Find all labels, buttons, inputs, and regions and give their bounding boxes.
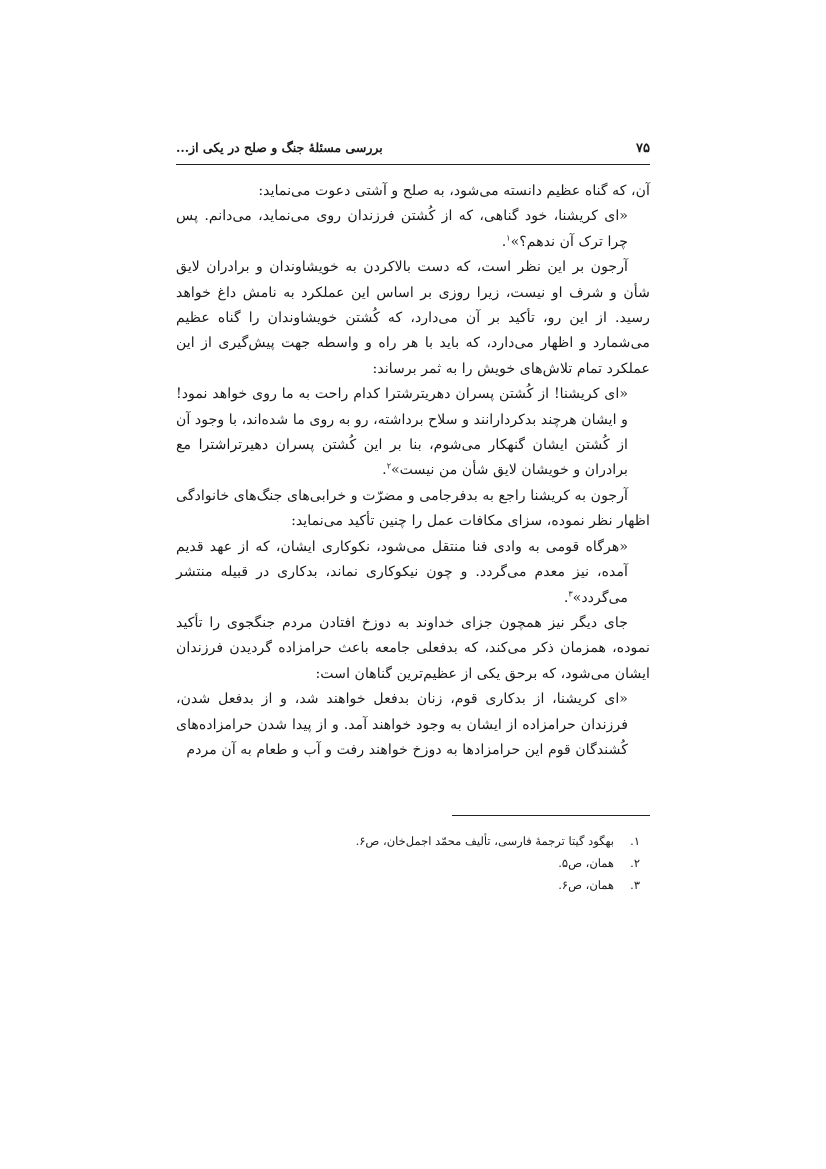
- footnote: [176, 830, 640, 852]
- footnote-text: همان، ص۶.: [558, 878, 614, 893]
- page-number: ۷۵: [636, 141, 650, 156]
- footnote-mark: ۳: [568, 588, 573, 598]
- quote-paragraph: «ای کریشنا، خود گناهی، که از کُشتن فرزندان روی می‌نماید، می‌دانم. پس چرا ترک آن ندهم؟»$^۱$.: [176, 208, 628, 250]
- quote-paragraph: «ای کریشنا! از کُشتن پسران دهریترشترا کدام راحت به ما روی خواهد نمود! و ایشان هرچند بدکردارانند و سلاح برداشته، رو به روی ما شده‌اند، با وجود آن از کُشتن ایشان گنهکار می‌شوم، بنا بر این کُشتن پسران دهیرتراشترا مع برادران و خویشان لایق شأن من نیست»$^۲$.: [176, 386, 628, 479]
- footnote-number: ۳.: [630, 878, 640, 893]
- footnote-text: بهگود گیتا ترجمۀ فارسی، تألیف محمّد اجمل‌خان، ص۶.: [355, 834, 614, 849]
- running-head: [176, 140, 650, 165]
- footnote-number: ۲.: [630, 856, 640, 871]
- paragraph: جای دیگر نیز همچون جزای خداوند به دوزخ افتادن مردم جنگجوی را تأکید نموده، همزمان ذکر می‌کند، که بدفعلی جامعه باعث حرامزاده گردیدن فرزندان ایشان می‌شود، که برحق یکی از عظیم‌ترین گناهان است:: [176, 614, 650, 682]
- footnote-number: ۱.: [630, 834, 640, 849]
- body-text: [176, 179, 650, 763]
- footnote: [176, 852, 640, 874]
- quote-paragraph: «هرگاه قومی به وادی فنا منتقل می‌شود، نکوکاری ایشان، که از عهد قدیم آمده، نیز معدم می‌گردد. و چون نیکوکاری نماند، بدکاری در قبیله منتشر می‌گردد»$^۳$.: [176, 538, 628, 606]
- footnote-mark: ۲: [386, 461, 391, 471]
- footnotes: [176, 830, 650, 896]
- paragraph: آرجون بر این نظر است، که دست بالاکردن به خویشاوندان و برادران لایق شأن و شرف او نیست، زیرا روزی بر اساس این عملکرد به نامش داغ خواهد رسید. از این رو، تأکید بر آن می‌دارد، که کُشتن خویشاوندان را گناه عظیم می‌شمارد و اظهار می‌دارد، که باید با هر راه و واسطه جهت پیش‌گیری از این عملکرد تمام تلاش‌های خویش را به ثمر برساند:: [176, 259, 650, 377]
- footnote-text: همان، ص۵.: [558, 856, 614, 871]
- footnote-mark: ۱: [506, 233, 511, 243]
- paragraph: آرجون به کریشنا راجع به بدفرجامی و مضرّت و خرابی‌های جنگ‌های خانوادگی اظهار نظر نموده، سزای مکافات عمل را چنین تأکید می‌نماید:: [176, 487, 650, 530]
- paragraph: آن، که گناه عظیم دانسته می‌شود، به صلح و آشتی دعوت می‌نماید:: [258, 183, 650, 199]
- running-head-title: بررسی مسئلۀ جنگ و صلح در یکی از...: [176, 140, 383, 155]
- quote-paragraph: «ای کریشنا، از بدکاری قوم، زنان بدفعل خواهند شد، و از بدفعل شدن، فرزندان حرامزاده از ایشان به وجود خواهند آمد. و از پیدا شدن حرامزاده‌های کُشندگان قوم این حرامزادها به دوزخ خواهند رفت و آب و طعام به آن مردم: [176, 691, 628, 758]
- book-page: [176, 140, 650, 896]
- footnote-divider: [452, 815, 650, 816]
- footnote: [176, 874, 640, 896]
